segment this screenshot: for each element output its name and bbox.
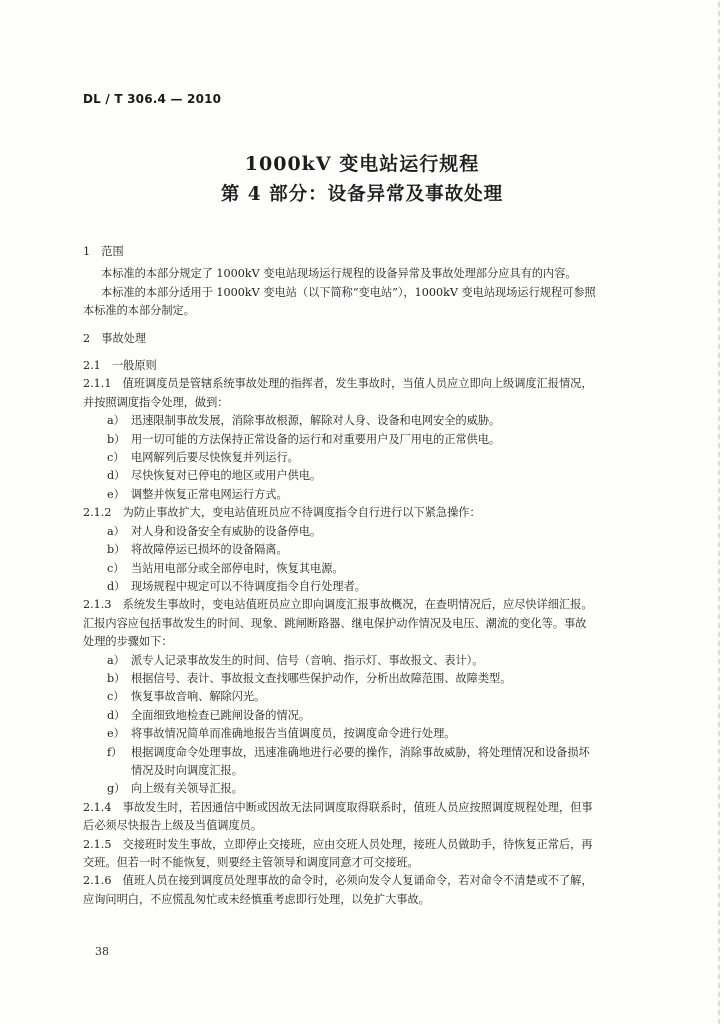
list-item: g） 向上级有关领导汇报。 bbox=[107, 782, 243, 796]
list-item: d） 尽快恢复对已停电的地区或用户供电。 bbox=[107, 469, 322, 483]
list-2-1-3 bbox=[83, 652, 659, 799]
document-body bbox=[83, 243, 659, 909]
section-1-heading: 1 范围 bbox=[83, 245, 124, 258]
document-subtitle: 第 4 部分：设备异常及事故处理 bbox=[220, 184, 504, 205]
section-1-paragraph-1: 本标准的本部分规定了 1000kV 变电站现场运行规程的设备异常及事故处理部分应具有的内容。 bbox=[101, 267, 577, 281]
page-number: 38 bbox=[95, 945, 109, 958]
clause-2-1-3: 2.1.3 系统发生事故时，变电站值班员应立即向调度汇报事故概况，在查明情况后，应尽快详细汇报。 bbox=[83, 598, 593, 612]
list-item: f） 根据调度命令处理事故，迅速准确地进行必要的操作，消除事故威胁，将处理情况和设备损坏 bbox=[107, 745, 590, 759]
standard-code-header: DL / T 306.4 — 2010 bbox=[83, 92, 222, 106]
clause-2-1-5-cont: 交班。但若一时不能恢复，则要经主管领导和调度同意才可交接班。 bbox=[83, 856, 419, 869]
clause-2-1-3-cont2: 处理的步骤如下： bbox=[83, 635, 173, 649]
section-2-heading: 2 事故处理 bbox=[83, 331, 147, 345]
clause-2-1-4: 2.1.4 事故发生时，若因通信中断或因故无法同调度取得联系时，值班人员应按照调度规程处理，但事 bbox=[83, 800, 593, 814]
clause-2-1-heading: 2.1 一般原则 bbox=[83, 359, 157, 373]
list-item: e） 调整并恢复正常电网运行方式。 bbox=[107, 487, 288, 501]
list-2-1-2 bbox=[83, 523, 659, 597]
list-item: d） 现场规程中规定可以不待调度指令自行处理者。 bbox=[107, 579, 366, 593]
list-item: c） 电网解列后要尽快恢复并列运行。 bbox=[107, 451, 299, 465]
list-item: b） 将故障停运已损坏的设备隔离。 bbox=[107, 543, 288, 557]
clause-2-1-1: 2.1.1 值班调度员是管辖系统事故处理的指挥者，发生事故时，当值人员应立即向上级调度汇报情况， bbox=[83, 377, 593, 391]
clause-2-1-6: 2.1.6 值班人员在接到调度员处理事故的命令时，必须向发令人复诵命令，若对命令不清楚或不了解， bbox=[83, 874, 593, 888]
clause-2-1-2: 2.1.2 为防止事故扩大，变电站值班员应不待调度指令自行进行以下紧急操作： bbox=[83, 506, 481, 520]
list-item: a） 对人身和设备安全有威胁的设备停电。 bbox=[107, 524, 322, 538]
list-item: c） 当站用电部分或全部停电时，恢复其电源。 bbox=[107, 561, 344, 575]
section-1-paragraph-2: 本标准的本部分适用于 1000kV 变电站（以下简称“变电站”），1000kV 变电站现场运行规程可参照 bbox=[101, 285, 596, 299]
document-title: 1000kV 变电站运行规程 bbox=[244, 153, 480, 175]
clause-2-1-5: 2.1.5 交接班时发生事故，立即停止交接班，应由交班人员处理，接班人员做助手，待恢复正常后，再 bbox=[83, 837, 593, 851]
clause-2-1-3-cont: 汇报内容应包括事故发生的时间、现象、跳闸断路器、继电保护动作情况及电压、潮流的变化等。事故 bbox=[83, 616, 587, 630]
list-item: b） 根据信号、表计、事故报文查找哪些保护动作，分析出故障范围、故障类型。 bbox=[107, 671, 512, 685]
clause-2-1-1-cont: 并按照调度指令处理，做到： bbox=[83, 395, 229, 409]
list-2-1-1 bbox=[83, 412, 659, 504]
list-item: a） 迅速限制事故发展，消除事故根源，解除对人身、设备和电网安全的威胁。 bbox=[107, 414, 501, 428]
list-item-cont: 情况及时向调度汇报。 bbox=[131, 763, 243, 777]
clause-2-1-4-cont: 后必须尽快报告上级及当值调度员。 bbox=[83, 819, 263, 833]
clause-2-1-6-cont: 应询问明白，不应慌乱匆忙或未经慎重考虑即行处理，以免扩大事故。 bbox=[83, 892, 430, 906]
list-item: b） 用一切可能的方法保持正常设备的运行和对重要用户及厂用电的正常供电。 bbox=[107, 432, 501, 446]
list-item: a） 派专人记录事故发生的时间、信号（音响、指示灯、事故报文、表计）。 bbox=[107, 653, 484, 667]
list-item: e） 将事故情况简单而准确地报告当值调度员，按调度命令进行处理。 bbox=[107, 727, 456, 741]
list-item: c） 恢复事故音响、解除闪光。 bbox=[107, 690, 266, 704]
section-1-paragraph-2-cont: 本标准的本部分制定。 bbox=[83, 304, 195, 318]
list-item: d） 全面细致地检查已跳闸设备的情况。 bbox=[107, 708, 311, 722]
